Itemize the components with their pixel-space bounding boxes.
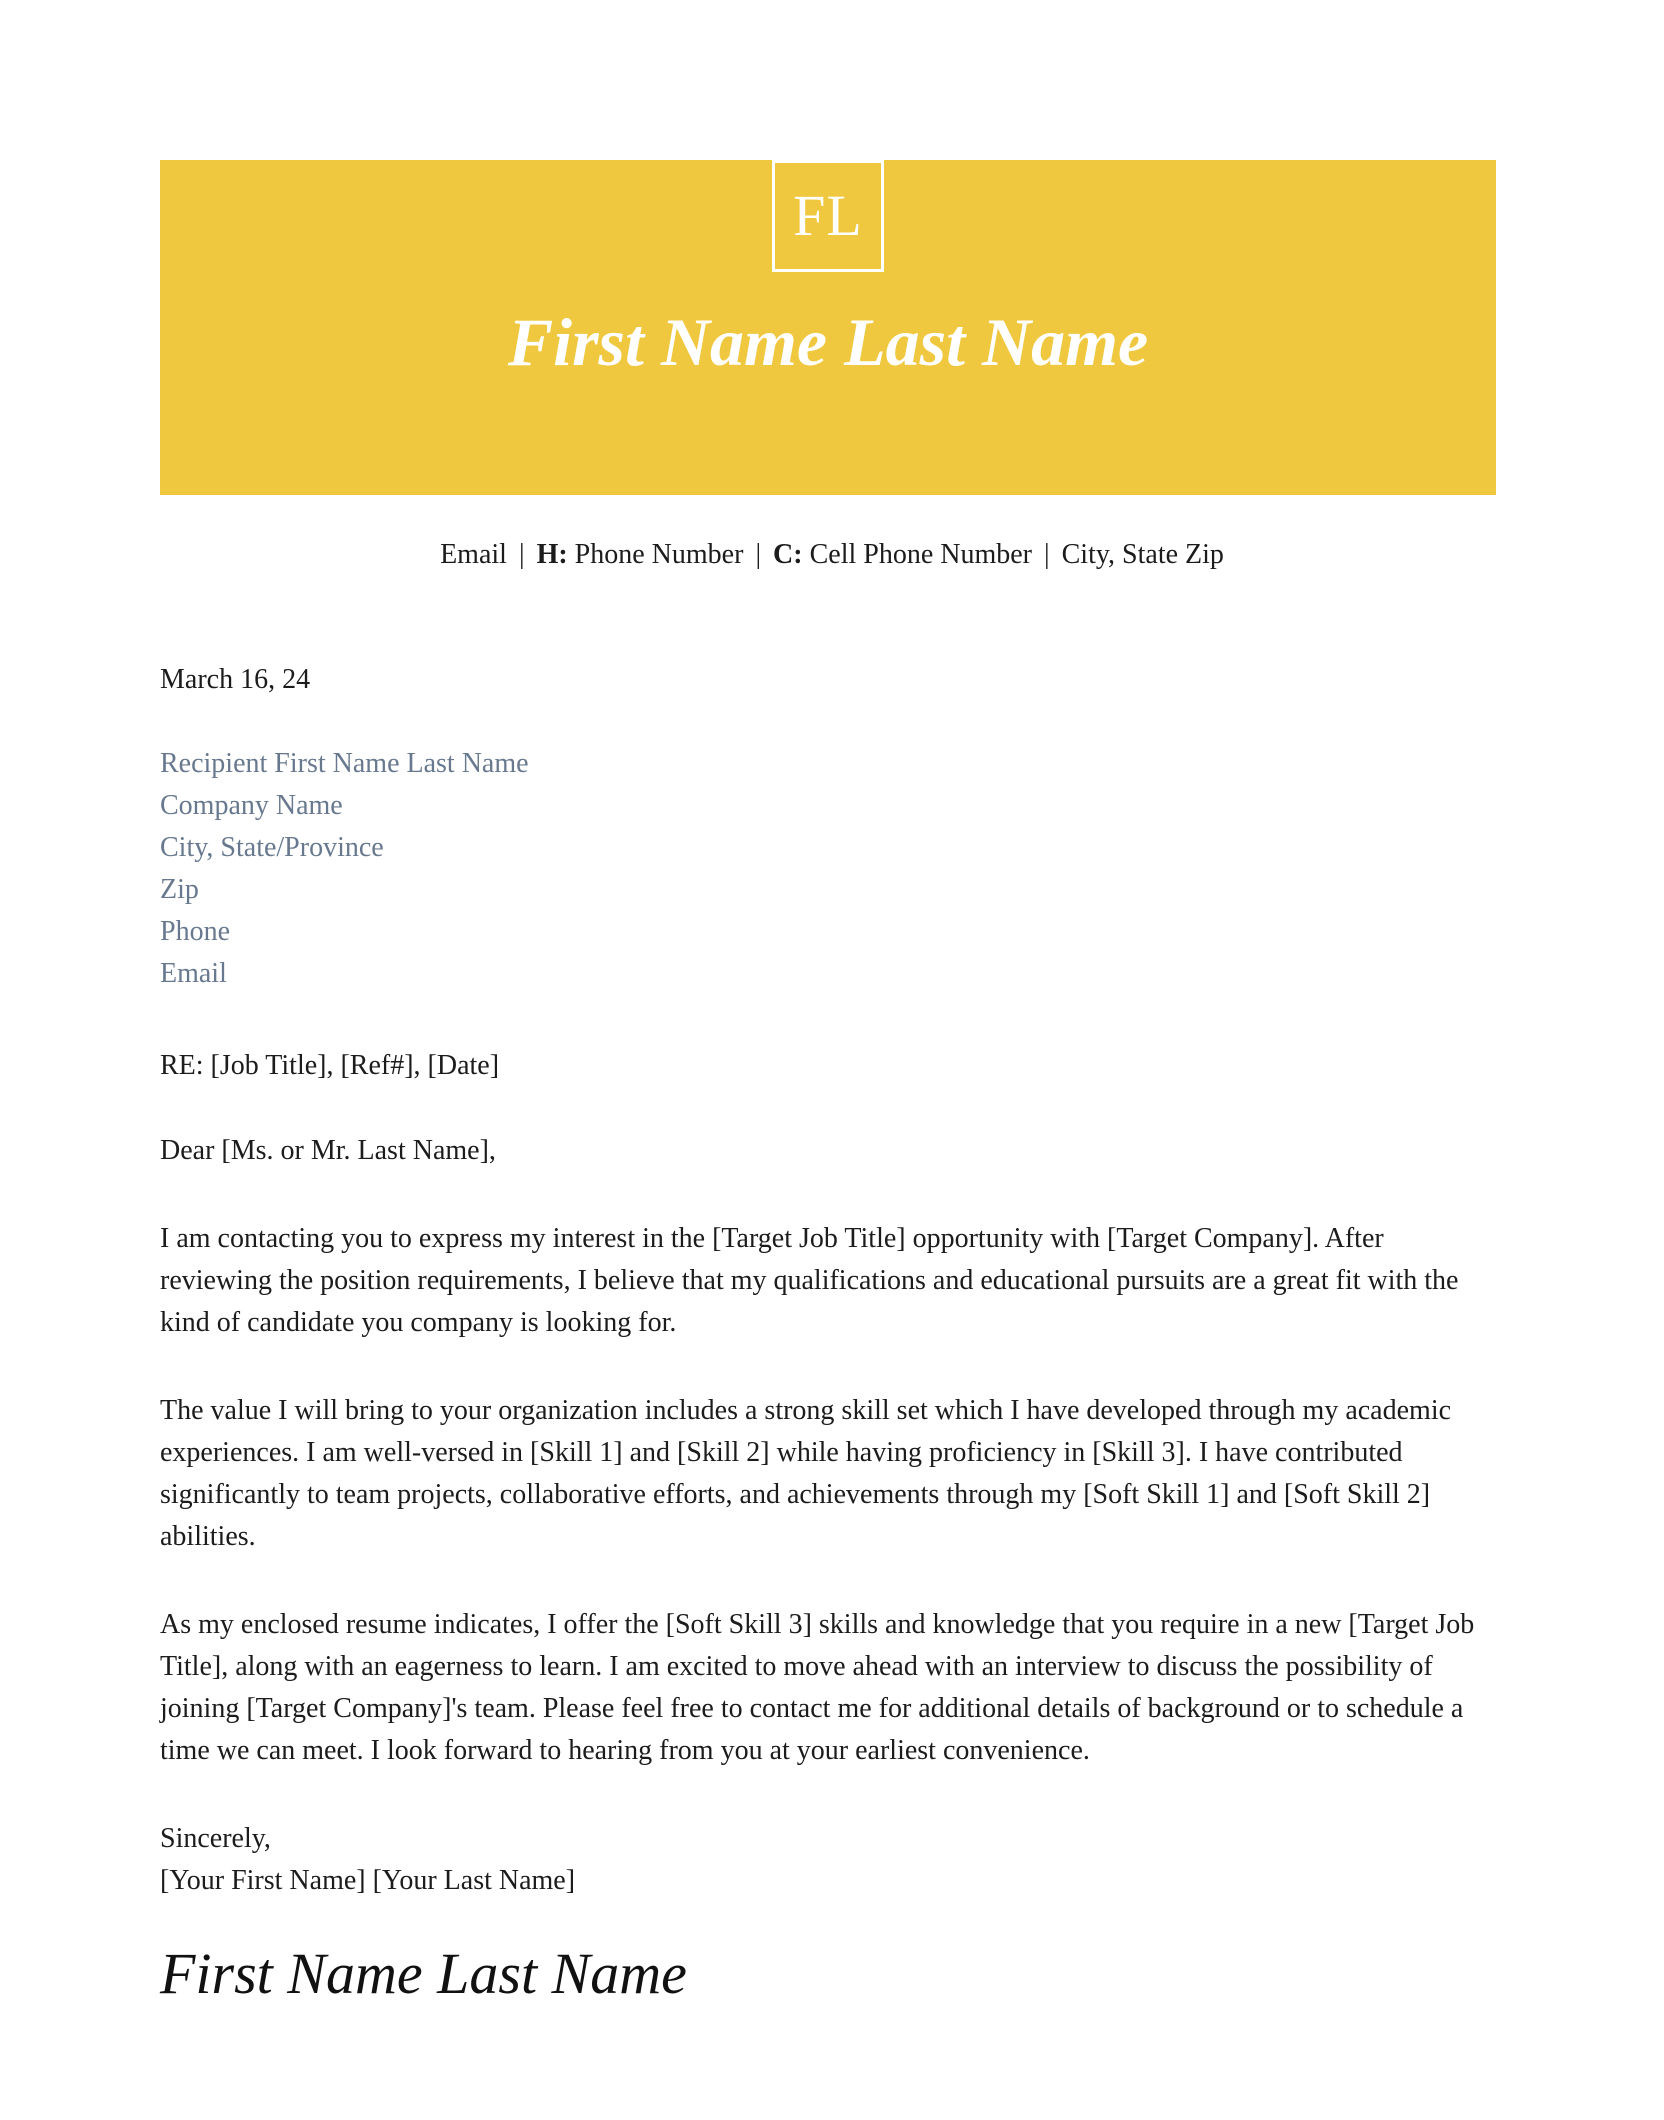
page-title: First Name Last Name (507, 304, 1149, 380)
monogram-box (772, 160, 884, 272)
handwritten-signature: First Name Last Name (160, 1941, 687, 2006)
closing-word: Sincerely, (160, 1823, 271, 1854)
contact-location: City, State Zip (1061, 539, 1224, 570)
recipient-block (160, 743, 1496, 995)
home-phone-value: Phone Number (574, 539, 744, 570)
recipient-city-line: City, State/Province (160, 832, 384, 863)
salutation: Dear [Ms. or Mr. Last Name], (160, 1135, 496, 1166)
separator-bar: | (1044, 539, 1050, 570)
letter-body (160, 659, 1496, 2006)
body-paragraph-2: The value I will bring to your organization includes a strong skill set which I have developed through my academic experiences. I am well-versed in [Skill 1] and [Skill 2] while having proficiency in [Skill 3]. I have contributed significantly to team projects, collaborative efforts, and achievements through my [Soft Skill 1] and [Soft Skill 2] abilities. (160, 1395, 1452, 1552)
body-paragraph-1: I am contacting you to express my interest in the [Target Job Title] opportunity with [Target Company]. After reviewing the position requirements, I believe that my qualifications and educational pursuits are a great fit with the kind of candidate you company is looking for. (160, 1223, 1459, 1338)
separator-bar: | (755, 539, 762, 570)
contact-email: Email (440, 539, 507, 570)
header-banner (160, 160, 1496, 495)
cell-phone-value: Cell Phone Number (809, 539, 1033, 570)
recipient-company-line: Company Name (160, 790, 343, 821)
recipient-email-line: Email (160, 958, 227, 989)
monogram-initials: FL (793, 183, 863, 248)
body-paragraph-3: As my enclosed resume indicates, I offer the [Soft Skill 3] skills and knowledge that you require in a new [Target Job Title], along with an eagerness to learn. I am excited to move ahead with an interview to discuss the possibility of joining [Target Company]'s team. Please feel free to contact me for additional details of background or to schedule a time we can meet. I look forward to hearing from you at your earliest convenience. (160, 1609, 1475, 1766)
letter-date: March 16, 24 (160, 664, 311, 695)
recipient-name-line: Recipient First Name Last Name (160, 748, 529, 779)
contact-line (0, 539, 1664, 571)
cell-phone-label: C: (773, 539, 803, 570)
separator-bar: | (518, 539, 525, 570)
home-phone-label: H: (536, 539, 568, 570)
signer-name: [Your First Name] [Your Last Name] (160, 1865, 576, 1896)
closing-block (160, 1818, 1496, 1902)
subject-line: RE: [Job Title], [Ref#], [Date] (160, 1050, 500, 1081)
recipient-phone-line: Phone (160, 916, 230, 947)
recipient-zip-line: Zip (160, 874, 199, 905)
